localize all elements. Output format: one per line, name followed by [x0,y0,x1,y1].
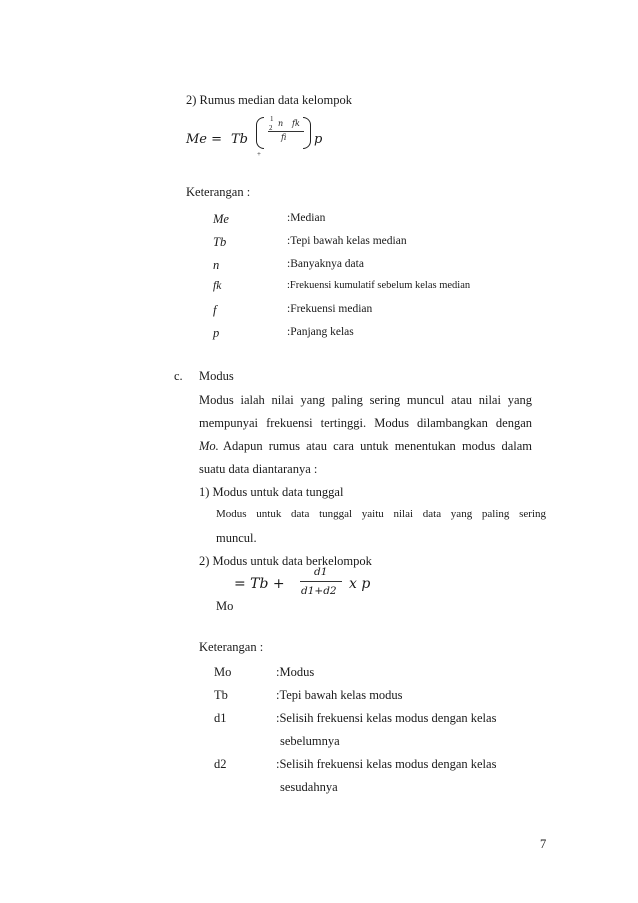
modus-desc-tb: :Tepi bawah kelas modus [276,688,403,702]
median-sym-p: p [213,326,220,340]
median-sym-tb: Tb [213,235,227,249]
modus-heading-marker: c. [174,369,183,383]
page-number: 7 [540,837,547,851]
median-desc-me: :Median [287,212,326,224]
median-formula-fi: fi [281,133,287,142]
median-fraction-line [268,131,304,132]
median-desc-n: :Banyaknya data [287,258,364,270]
modus-para-line-3: Adapun rumus atau cara untuk menentukan modus dalam [223,439,532,453]
right-paren [303,117,311,149]
median-formula-n: n [278,119,284,128]
modus-desc-d2-cont: sesudahnya [280,780,338,794]
median-sym-n: n [213,258,220,272]
modus-formula-mo: Mo [216,599,234,613]
modus-formula-lhs: = Tb + [234,576,285,592]
modus-heading: Modus [199,369,234,383]
modus-fraction-line [300,581,342,582]
median-formula-fk: fk [292,119,300,128]
modus-formula-rhs: x p [349,576,371,592]
median-desc-p: :Panjang kelas [287,326,354,338]
modus-desc-d1: :Selisih frekuensi kelas modus dengan kelas [276,711,497,725]
modus-sym-mo: Mo [214,665,232,679]
modus-mo-italic: Mo. [199,439,219,453]
modus-sym-d1: d1 [214,711,227,725]
modus-formula-den: d1+d2 [301,585,337,597]
median-formula-lhs: Me = [186,132,223,147]
median-formula-two: 2 [269,124,273,132]
modus-formula-num: d1 [314,566,328,578]
modus-para-line-4: suatu data diantaranya : [199,462,318,476]
median-formula-half: 1 [270,115,274,123]
modus-para-line-1: Modus ialah nilai yang paling sering muncul atau nilai yang [199,393,532,407]
median-sym-fk: fk [213,280,222,292]
modus-tunggal-line-2: muncul. [216,531,257,545]
modus-sym-d2: d2 [214,757,227,771]
modus-tunggal-line-1: Modus untuk data tunggal yaitu nilai data yang paling sering [216,508,546,520]
median-desc-tb: :Tepi bawah kelas median [287,235,407,247]
modus-keterangan-label: Keterangan : [199,640,264,654]
median-desc-f: :Frekuensi median [287,303,373,315]
modus-desc-d1-cont: sebelumnya [280,734,340,748]
modus-kelompok-heading: 2) Modus untuk data berkelompok [199,554,372,568]
modus-tunggal-heading: 1) Modus untuk data tunggal [199,485,344,499]
median-formula-plus: + [257,150,261,158]
modus-desc-d2: :Selisih frekuensi kelas modus dengan kelas [276,757,497,771]
median-heading: 2) Rumus median data kelompok [186,93,352,107]
median-formula-tb: Tb [231,132,248,147]
modus-sym-tb: Tb [214,688,228,702]
median-sym-me: Me [213,212,229,226]
median-formula-p: p [314,132,323,147]
modus-desc-mo: :Modus [276,665,315,679]
modus-para-line-2: mempunyai frekuensi tertinggi. Modus dilambangkan dengan [199,416,532,430]
median-desc-fk: :Frekuensi kumulatif sebelum kelas median [287,280,471,291]
median-keterangan-label: Keterangan : [186,185,251,199]
left-paren [256,117,264,149]
median-sym-f: f [213,303,217,317]
